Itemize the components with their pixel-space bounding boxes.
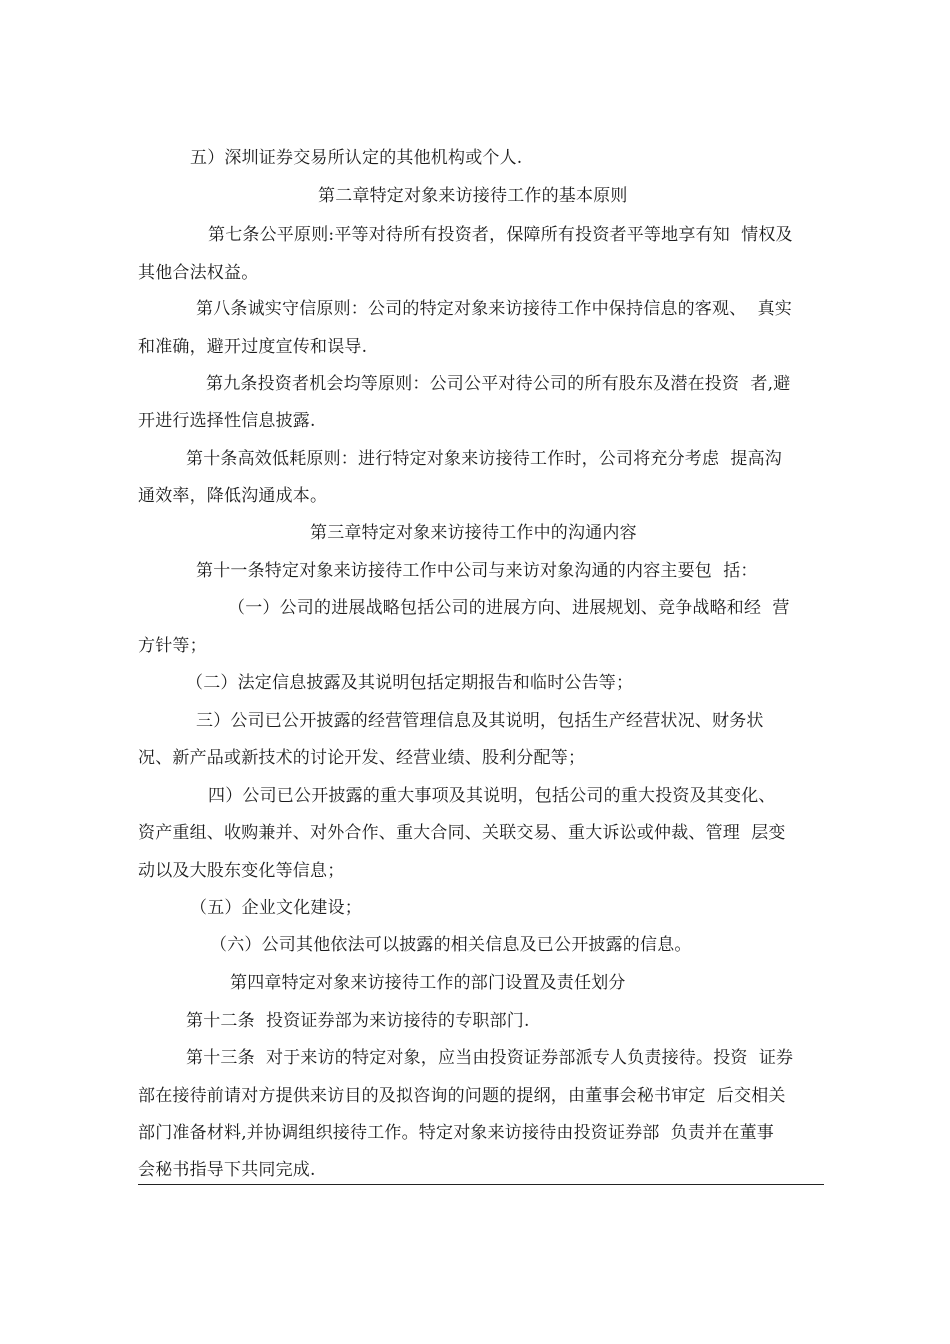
article-10-line-2: 通效率，降低沟通成本。: [138, 486, 328, 506]
article-13-line-3: 部门准备材料,并协调组织接待工作。特定对象来访接待由投资证券部 负责并在董事: [138, 1123, 775, 1143]
article-8-line-2: 和准确，避开过度宣传和误导.: [138, 337, 368, 357]
item-4-line-3: 动以及大股东变化等信息；: [138, 861, 345, 881]
item-5-line: （五）企业文化建设；: [190, 898, 362, 918]
item-3-line-2: 况、新产品或新技术的讨论开发、经营业绩、股利分配等；: [138, 748, 586, 768]
article-13-line-2: 部在接待前请对方提供来访目的及拟咨询的问题的提纲，由董事会秘书审定 后交相关: [138, 1086, 786, 1106]
item-6-line: （六）公司其他依法可以披露的相关信息及已公开披露的信息。: [210, 935, 692, 955]
item-3-line-1: 三）公司已公开披露的经营管理信息及其说明，包括生产经营状况、财务状: [196, 711, 764, 731]
article-8-line-1: 第八条诚实守信原则：公司的特定对象来访接待工作中保持信息的客观、 真实: [196, 299, 793, 319]
article-13-line-4: 会秘书指导下共同完成.: [138, 1160, 316, 1180]
item-1-line-1: （一）公司的进展战略包括公司的进展方向、进展规划、竞争战略和经 营: [228, 598, 790, 618]
item-4-line-1: 四）公司已公开披露的重大事项及其说明，包括公司的重大投资及其变化、: [208, 786, 776, 806]
article-13-line-1: 第十三条 对于来访的特定对象，应当由投资证券部派专人负责接待。投资 证券: [186, 1048, 794, 1068]
chapter-4-heading: 第四章特定对象来访接待工作的部门设置及责任划分: [230, 973, 626, 993]
article-9-line-2: 开进行选择性信息披露.: [138, 411, 316, 431]
item-2-line: （二）法定信息披露及其说明包括定期报告和临时公告等；: [186, 673, 634, 693]
article-7-line-1: 第七条公平原则:平等对待所有投资者，保障所有投资者平等地享有知 情权及: [208, 225, 793, 245]
article-9-line-1: 第九条投资者机会均等原则：公司公平对待公司的所有股东及潜在投资 者,避: [206, 374, 791, 394]
article-7-line-2: 其他合法权益。: [138, 263, 259, 283]
chapter-2-heading: 第二章特定对象来访接待工作的基本原则: [318, 186, 628, 206]
footer-rule: [138, 1184, 824, 1185]
article-10-line-1: 第十条高效低耗原则：进行特定对象来访接待工作时，公司将充分考虑 提高沟: [186, 449, 783, 469]
article-11-line: 第十一条特定对象来访接待工作中公司与来访对象沟通的内容主要包 括：: [196, 561, 758, 581]
item-1-line-2: 方针等；: [138, 636, 207, 656]
text-line-1: 五）深圳证券交易所认定的其他机构或个人.: [190, 148, 523, 168]
item-4-line-2: 资产重组、收购兼并、对外合作、重大合同、关联交易、重大诉讼或仲裁、管理 层变: [138, 823, 786, 843]
chapter-3-heading: 第三章特定对象来访接待工作中的沟通内容: [310, 523, 637, 543]
article-12-line: 第十二条 投资证券部为来访接待的专职部门.: [186, 1011, 530, 1031]
